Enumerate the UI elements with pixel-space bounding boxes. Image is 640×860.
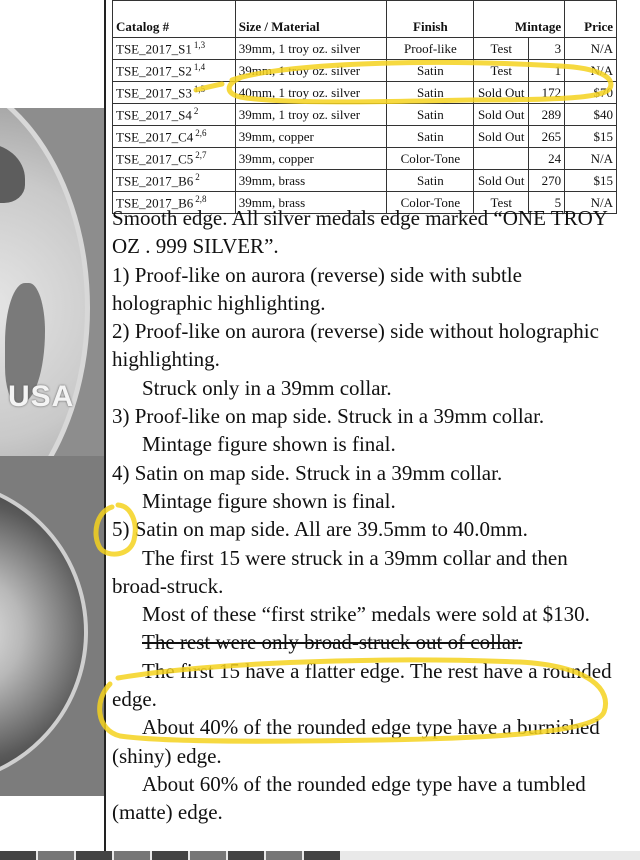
- footnote-ref: 1,3: [193, 39, 206, 50]
- cell-catalog: TSE_2017_B6 $^2$: [113, 170, 236, 192]
- table-row: [113, 82, 617, 104]
- table-row: [113, 60, 617, 82]
- cell-size: 39mm, 1 troy oz. silver: [235, 104, 387, 126]
- medal-image-dark: [0, 478, 88, 786]
- cell-finish: Satin: [387, 60, 474, 82]
- cell-size: 40mm, 1 troy oz. silver: [235, 82, 387, 104]
- thumbnail[interactable]: [228, 851, 264, 860]
- cell-size: 39mm, copper: [235, 148, 387, 170]
- footnote-ref: 1,5: [193, 83, 206, 94]
- cell-mintage: 5: [529, 192, 565, 214]
- thumbnail[interactable]: [114, 851, 150, 860]
- medal-usa-label: USA: [8, 380, 75, 413]
- cell-price: $70: [565, 82, 617, 104]
- cell-size: 39mm, 1 troy oz. silver: [235, 60, 387, 82]
- cell-price: $40: [565, 104, 617, 126]
- table-row: [113, 148, 617, 170]
- header-price: Price: [565, 1, 617, 38]
- footnote-ref: 2: [195, 171, 200, 182]
- note-paragraph: The first 15 were struck in a 39mm collar and then broad-struck.: [112, 545, 568, 598]
- cell-status: Test: [474, 192, 529, 214]
- note-paragraph: 2) Proof-like on aurora (reverse) side without holographic highlighting.: [112, 319, 599, 372]
- cell-catalog: TSE_2017_S4 $^2$: [113, 104, 236, 126]
- thumbnail[interactable]: [76, 851, 112, 860]
- header-finish: Finish: [387, 1, 474, 38]
- cell-status: Sold Out: [474, 126, 529, 148]
- note-paragraph: 3) Proof-like on map side. Struck in a 39mm collar.: [112, 404, 545, 429]
- cell-catalog: TSE_2017_B6 $^{2,8}$: [113, 192, 236, 214]
- cell-mintage: 1: [529, 60, 565, 82]
- thumbnail[interactable]: [190, 851, 226, 860]
- table-row: [113, 170, 617, 192]
- cell-mintage: 289: [529, 104, 565, 126]
- cell-status: Sold Out: [474, 104, 529, 126]
- catalog-table: [112, 0, 617, 214]
- cell-catalog: TSE_2017_S1 $^{1,3}$: [113, 38, 236, 60]
- cell-catalog: TSE_2017_C5 $^{2,7}$: [113, 148, 236, 170]
- note-paragraph: Struck only in a 39mm collar.: [142, 375, 392, 400]
- cell-size: 39mm, brass: [235, 192, 387, 214]
- cell-catalog: TSE_2017_S3 $^{1,5}$: [113, 82, 236, 104]
- cell-catalog: TSE_2017_S2 $^{1,4}$: [113, 60, 236, 82]
- cell-finish: Satin: [387, 170, 474, 192]
- footnote-ref: 1,4: [193, 61, 206, 72]
- medal-photo-map-side: [0, 108, 104, 456]
- header-catalog: Catalog #: [113, 1, 236, 38]
- note-paragraph: The first 15 have a flatter edge. The rest have a rounded edge.: [112, 658, 612, 712]
- cell-mintage: 24: [529, 148, 565, 170]
- footnote-ref: 2,6: [195, 127, 207, 138]
- thumbnail[interactable]: [38, 851, 74, 860]
- note-paragraph: Smooth edge. All silver medals edge marked “ONE TROY OZ . 999 SILVER”.: [112, 206, 608, 259]
- note-paragraph: The rest were only broad-struck out of collar.: [142, 630, 523, 655]
- cell-status: Test: [474, 60, 529, 82]
- cell-finish: Satin: [387, 82, 474, 104]
- left-photo-strip: [0, 0, 104, 860]
- cell-catalog: TSE_2017_C4 $^{2,6}$: [113, 126, 236, 148]
- header-mintage: Mintage: [474, 1, 565, 38]
- thumbnail-bar: [0, 851, 640, 860]
- cell-status: Test: [474, 38, 529, 60]
- footnote-ref: 2,7: [195, 149, 207, 160]
- cell-price: $15: [565, 170, 617, 192]
- header-size-material: Size / Material: [235, 1, 387, 38]
- cell-price: N/A: [565, 192, 617, 214]
- note-paragraph: About 40% of the rounded edge type have a burnished (shiny) edge.: [112, 715, 600, 768]
- note-paragraph: 5) Satin on map side. All are 39.5mm to 40.0mm.: [112, 517, 528, 542]
- cell-status: Sold Out: [474, 170, 529, 192]
- cell-finish: Proof-like: [387, 38, 474, 60]
- footnote-ref: 2,8: [195, 193, 207, 204]
- cell-finish: Satin: [387, 104, 474, 126]
- cell-size: 39mm, brass: [235, 170, 387, 192]
- cell-price: N/A: [565, 148, 617, 170]
- thumbnail[interactable]: [266, 851, 302, 860]
- footnote-ref: 2: [193, 105, 199, 116]
- note-paragraph: Mintage figure shown is final.: [142, 432, 396, 457]
- table-header-row: [113, 1, 617, 38]
- medal-photo-aurora-side: [0, 456, 104, 796]
- thumbnail[interactable]: [304, 851, 340, 860]
- cell-status: Sold Out: [474, 82, 529, 104]
- cell-mintage: 3: [529, 38, 565, 60]
- cell-status: [474, 148, 529, 170]
- thumbnail[interactable]: [152, 851, 188, 860]
- cell-mintage: 172: [529, 82, 565, 104]
- note-paragraph: About 60% of the rounded edge type have a tumbled (matte) edge.: [112, 771, 586, 825]
- note-paragraph: 1) Proof-like on aurora (reverse) side with subtle holographic highlighting.: [112, 262, 522, 315]
- thumbnail[interactable]: [0, 851, 36, 860]
- note-paragraph: 4) Satin on map side. Struck in a 39mm collar.: [112, 460, 503, 485]
- note-paragraph: Most of these “first strike” medals were sold at $130.: [142, 602, 590, 627]
- document-column: [104, 0, 616, 860]
- note-paragraph: Mintage figure shown is final.: [142, 488, 396, 513]
- cell-price: N/A: [565, 60, 617, 82]
- cell-finish: Color-Tone: [387, 148, 474, 170]
- footnotes: [112, 204, 612, 827]
- table-row: [113, 126, 617, 148]
- cell-price: N/A: [565, 38, 617, 60]
- cell-mintage: 270: [529, 170, 565, 192]
- cell-price: $15: [565, 126, 617, 148]
- cell-finish: Satin: [387, 126, 474, 148]
- table-row: [113, 104, 617, 126]
- table-row: [113, 38, 617, 60]
- cell-mintage: 265: [529, 126, 565, 148]
- cell-size: 39mm, copper: [235, 126, 387, 148]
- cell-finish: Color-Tone: [387, 192, 474, 214]
- cell-size: 39mm, 1 troy oz. silver: [235, 38, 387, 60]
